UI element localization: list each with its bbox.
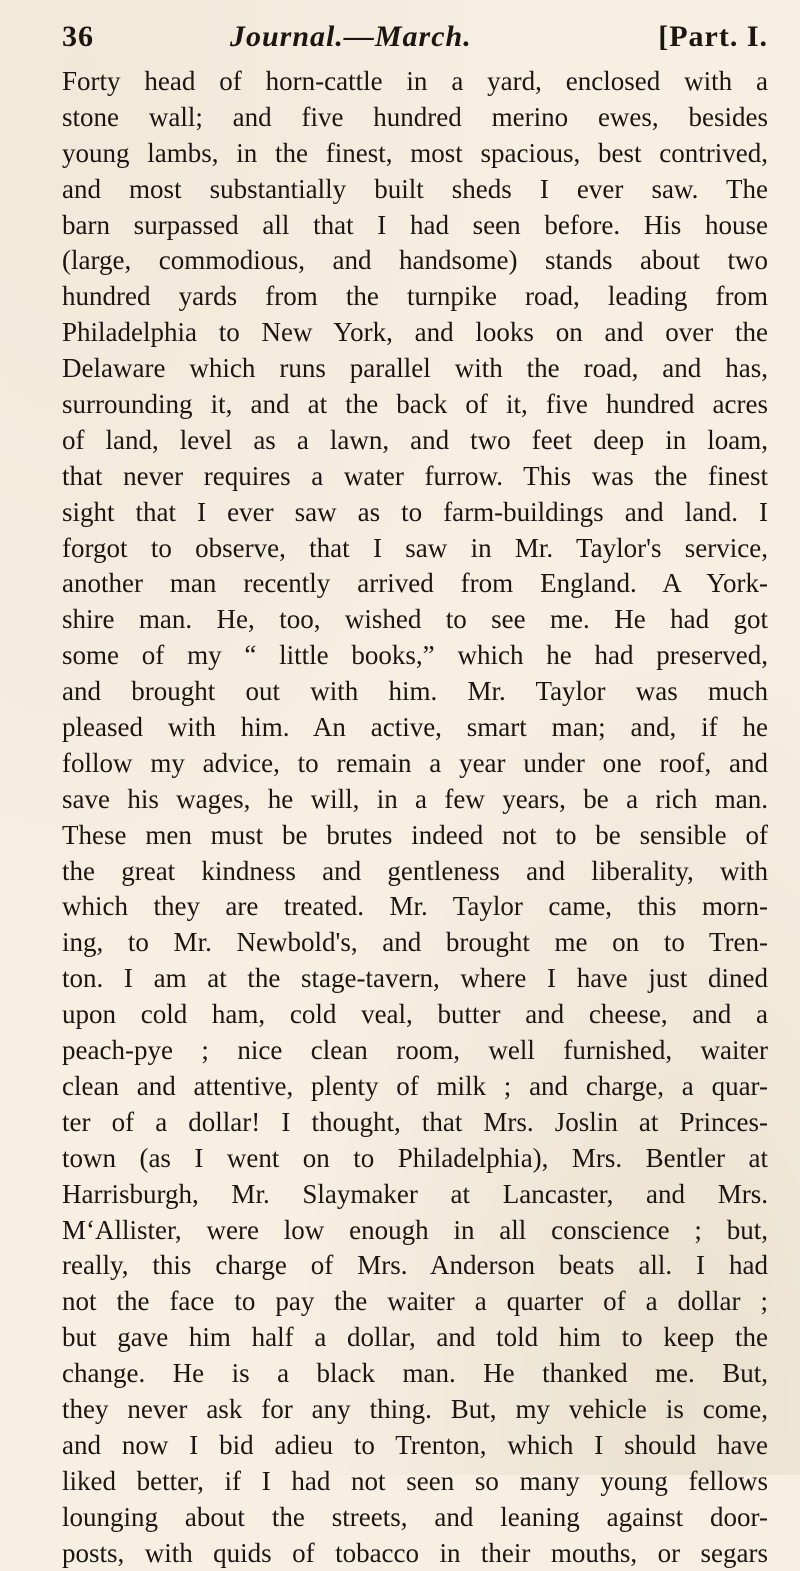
running-head <box>62 20 768 60</box>
part-label: [Part. I. <box>658 20 768 53</box>
text-line: that never requires a water furrow. This was the finest <box>62 460 768 491</box>
text-line: clean and attentive, plenty of milk ; and charge, a quar- <box>62 1070 768 1101</box>
text-line: Delaware which runs parallel with the road, and has, <box>62 353 768 384</box>
text-line: of land, level as a lawn, and two feet deep in loam, <box>62 424 768 455</box>
text-line: another man recently arrived from England. A York- <box>62 568 768 599</box>
page-number: 36 <box>62 20 94 53</box>
text-line: which they are treated. Mr. Taylor came, this morn- <box>62 891 768 922</box>
text-line: the great kindness and gentleness and liberality, with <box>62 855 768 886</box>
text-line: lounging about the streets, and leaning against door- <box>62 1501 768 1532</box>
text-line: sight that I ever saw as to farm-buildings and land. I <box>62 496 768 527</box>
text-line: stone wall; and five hundred merino ewes, besides <box>62 101 768 132</box>
text-line: follow my advice, to remain a year under one roof, and <box>62 747 768 778</box>
text-line: ton. I am at the stage-tavern, where I have just dined <box>62 963 768 994</box>
text-line: they never ask for any thing. But, my vehicle is come, <box>62 1393 768 1424</box>
text-line: some of my “ little books,” which he had preserved, <box>62 640 768 671</box>
text-line: Harrisburgh, Mr. Slaymaker at Lancaster, and Mrs. <box>62 1178 768 1209</box>
text-line: pleased with him. An active, smart man; and, if he <box>62 712 768 743</box>
text-line: but gave him half a dollar, and told him to keep the <box>62 1322 768 1353</box>
text-line: shire man. He, too, wished to see me. He had got <box>62 604 768 635</box>
text-line: hundred yards from the turnpike road, leading from <box>62 281 768 312</box>
text-line: Forty head of horn-cattle in a yard, enclosed with a <box>62 66 768 96</box>
text-line: town (as I went on to Philadelphia), Mrs. Bentler at <box>62 1142 768 1173</box>
text-line: change. He is a black man. He thanked me. But, <box>62 1358 768 1389</box>
text-line: ing, to Mr. Newbold's, and brought me on to Tren- <box>62 927 768 958</box>
text-line: M‘Allister, were low enough in all conscience ; but, <box>62 1214 768 1245</box>
text-line: liked better, if I had not seen so many young fellows <box>62 1465 768 1496</box>
text-line: young lambs, in the finest, most spacious, best contrived, <box>62 137 768 168</box>
body-text <box>62 64 768 1571</box>
text-line: surrounding it, and at the back of it, five hundred acres <box>62 389 768 420</box>
text-line: and brought out with him. Mr. Taylor was much <box>62 676 768 707</box>
text-line: really, this charge of Mrs. Anderson beats all. I had <box>62 1250 768 1281</box>
running-title: Journal.—March. <box>230 20 472 53</box>
text-line: forgot to observe, that I saw in Mr. Taylor's service, <box>62 532 768 563</box>
text-line: peach-pye ; nice clean room, well furnished, waiter <box>62 1035 768 1066</box>
text-line: upon cold ham, cold veal, butter and cheese, and a <box>62 999 768 1030</box>
text-line: save his wages, he will, in a few years, be a rich man. <box>62 783 768 814</box>
text-line: not the face to pay the waiter a quarter of a dollar ; <box>62 1286 768 1317</box>
text-line: These men must be brutes indeed not to be sensible of <box>62 819 768 850</box>
text-line: posts, with quids of tobacco in their mouths, or segars <box>62 1537 768 1568</box>
text-line: barn surpassed all that I had seen before. His house <box>62 209 768 240</box>
text-line: Philadelphia to New York, and looks on and over the <box>62 317 768 348</box>
text-line: and now I bid adieu to Trenton, which I should have <box>62 1429 768 1460</box>
text-line: ter of a dollar! I thought, that Mrs. Joslin at Princes- <box>62 1106 768 1137</box>
text-line: and most substantially built sheds I ever saw. The <box>62 173 768 204</box>
text-line: (large, commodious, and handsome) stands about two <box>62 245 768 276</box>
